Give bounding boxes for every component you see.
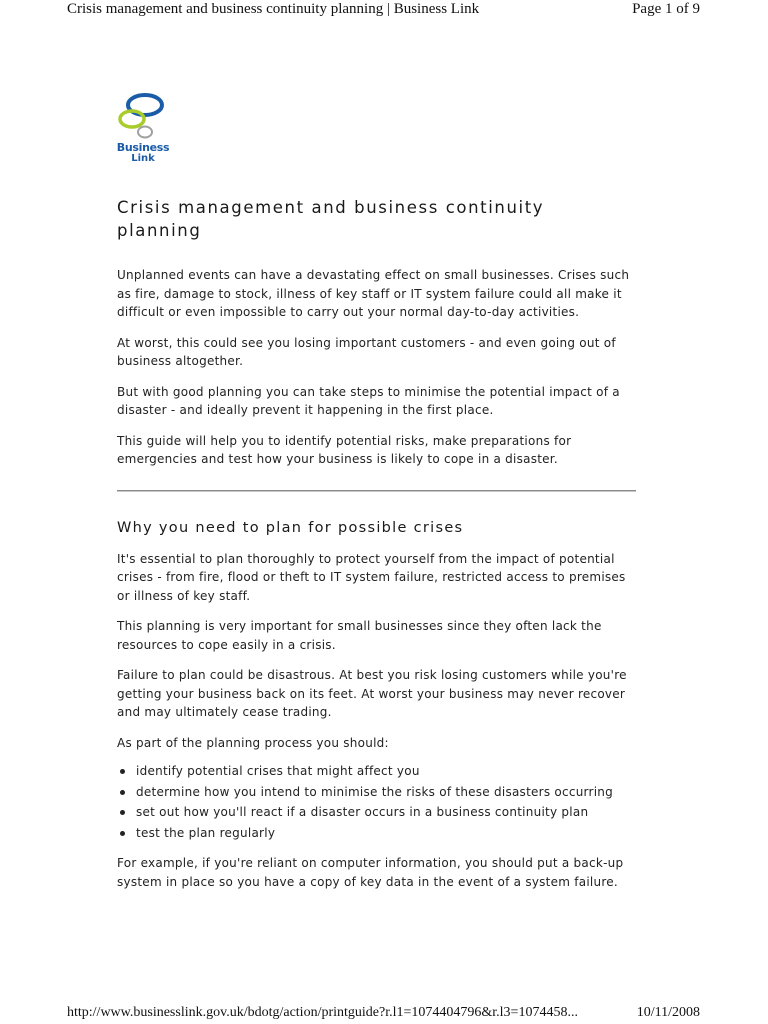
bullet-icon — [120, 831, 125, 836]
section-paragraph: This planning is very important for small businesses since they often lack the resources to cope easily in a crisis. — [117, 619, 602, 652]
section-divider — [117, 490, 636, 492]
list-item-text: test the plan regularly — [136, 825, 276, 840]
section-paragraph: It's essential to plan thoroughly to protect yourself from the impact of potential crises - from fire, flood or theft to IT system failure, restricted access to premises or illness of key staff. — [117, 551, 626, 603]
intro-paragraph: But with good planning you can take steps to minimise the potential impact of a disaster - and ideally prevent it happening in the first place. — [117, 384, 620, 417]
print-footer-date: 10/11/2008 — [636, 1005, 700, 1020]
page-title: Crisis management and business continuity planning — [117, 198, 545, 240]
logo-line-1: Business — [116, 141, 170, 154]
list-item — [117, 762, 637, 781]
article-body — [117, 196, 637, 903]
bullet-icon — [120, 790, 125, 795]
business-link-logo-icon — [112, 92, 174, 142]
intro-paragraph: Unplanned events can have a devastating effect on small businesses. Crises such as fire, damage to stock, illness of key staff or IT system failure could all make it difficult or even impossible to carry out your normal day-to-day activities. — [117, 268, 630, 319]
print-footer-url: http://www.businesslink.gov.uk/bdotg/action/printguide?r.l1=1074404796&r.l3=1074458... — [67, 1005, 578, 1020]
closing-paragraph: For example, if you're reliant on computer information, you should put a back-up system in place so you have a copy of key data in the event of a system failure. — [117, 856, 624, 889]
bullet-icon — [120, 769, 125, 774]
section-paragraph: As part of the planning process you should: — [117, 735, 389, 750]
print-header-title: Crisis management and business continuity planning | Business Link — [67, 1, 480, 17]
bullet-icon — [120, 810, 125, 815]
intro-paragraph: This guide will help you to identify potential risks, make preparations for emergencies and test how your business is likely to cope in a disaster. — [117, 433, 572, 466]
list-item — [117, 824, 637, 843]
business-link-logo — [112, 92, 178, 166]
list-item-text: set out how you'll react if a disaster occurs in a business continuity plan — [136, 805, 589, 819]
list-item-text: identify potential crises that might affect you — [136, 764, 420, 778]
section-paragraph: Failure to plan could be disastrous. At best you risk losing customers while you're getting your business back on its feet. At worst your business may never recover and may ultimately cease trading. — [117, 668, 627, 719]
logo-line-2: Link — [131, 153, 155, 164]
list-item — [117, 803, 637, 822]
list-item — [117, 783, 637, 802]
print-header-page-number: Page 1 of 9 — [632, 1, 700, 17]
section-heading: Why you need to plan for possible crises — [117, 519, 464, 536]
list-item-text: determine how you intend to minimise the risks of these disasters occurring — [136, 784, 614, 799]
planning-steps-list — [117, 762, 637, 842]
intro-paragraph: At worst, this could see you losing important customers - and even going out of business altogether. — [117, 335, 616, 368]
